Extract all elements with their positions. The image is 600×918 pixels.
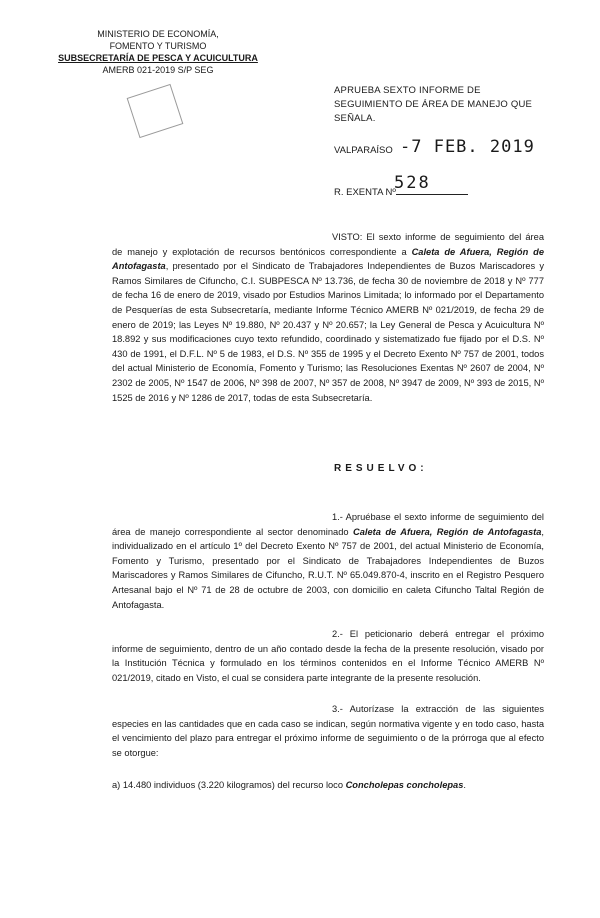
item-a-line [112,780,466,790]
place-label: VALPARAÍSO [334,145,393,156]
resolution-subject: APRUEBA SEXTO INFORME DE SEGUIMIENTO DE ÁREA DE MANEJO QUE SEÑALA. [334,85,533,124]
exenta-underline [396,194,468,195]
item-2-lead: 2.- El peticionario deberá entregar el próximo [332,629,544,639]
visto-text-1: de manejo y explotación de recursos bentónicos correspondiente a [112,246,412,257]
item-3-lead: 3.- Autorízase la extracción de las siguientes [332,704,544,714]
ministry-name-line1: MINISTERIO DE ECONOMÍA, [97,29,219,39]
item-1-lead: 1.- Apruébase el sexto informe de seguimiento [332,512,529,522]
office-stamp-icon [127,84,184,138]
visto-lead: VISTO: El sexto informe de seguimiento del área [332,232,544,242]
item-1-area: Caleta de Afuera, Región de Antofagasta [352,526,542,537]
item-2-text: informe de seguimiento, dentro de un año contado desde la fecha de la presente resolución, visado por la Institución Técnica y formulado en los términos contenidos en el Informe Técnico AMERB Nº 021/2019, citado en Visto, el cual se considera parte integrante de la presente resolución. [112,643,544,683]
item-a-species: Concholepas concholepas [345,780,464,790]
reference-code: AMERB 021-2019 S/P SEG [102,65,214,75]
visto-text-2: , presentado por el Sindicato de Trabajadores Independientes de Buzos Mariscadores y Ramos Similares de Cifuncho, C.I. SUBPESCA Nº 13.736, de fecha 30 de noviembre de 2018 y Nº 777 de fecha 16 de enero de 2019, visado por Estudios Marinos Limitada; lo informado por el Departamento de Pesquerías de esta Subsecretaría, mediante Informe Técnico AMERB Nº 021/2019, de fecha 29 de enero de 2019; las Leyes Nº 19.880, Nº 20.437 y Nº 20.657; la Ley General de Pesca y Acuicultura Nº 18.892 y sus modificaciones cuyo texto refundido, coordinado y sistematizado fue fijado por el D.S. Nº 430 de 1991, el D.F.L. Nº 5 de 1983, el D.S. Nº 355 de 1995 y el Decreto Exento Nº 757 de 2001, todos del actual Ministerio de Economía, Fomento y Turismo; las Resoluciones Exentas Nº 2607 de 2004, Nº 2302 de 2005, Nº 1547 de 2006, Nº 398 de 2007, Nº 357 de 2008, Nº 3947 de 2009, Nº 393 de 2015, Nº 1525 de 2016 y Nº 1286 de 2017, todas de esta Subsecretaría. [112,261,544,403]
item-3-text: especies en las cantidades que en cada caso se indican, según normativa vigente y en todo caso, hasta el vencimiento del plazo para entregar el próximo informe de seguimiento o de la prórroga que al efecto se otorgue: [112,718,544,758]
subsecretaria-name: SUBSECRETARÍA DE PESCA Y ACUICULTURA [58,53,258,63]
visto-paragraph [112,230,544,405]
item-1-paragraph [112,510,544,612]
resolution-date: -7 FEB. 2019 [400,137,535,157]
item-a-text: a) 14.480 individuos (3.220 kilogramos) del recurso loco [112,780,346,790]
ministry-name-line2: FOMENTO Y TURISMO [109,41,207,51]
item-3-paragraph [112,702,544,760]
item-a-end: . [463,780,466,790]
visto-area: Caleta de Afuera, Región de Antofagasta [112,246,545,272]
exenta-label-text: R. EXENTA Nº [334,187,396,198]
exenta-number: 528 [394,173,431,193]
resuelvo-heading: RESUELVO: [334,463,428,474]
ministry-header [58,28,258,76]
item-2-paragraph [112,627,544,685]
item-1-text-1: del área de manejo correspondiente al sector denominado [112,512,544,537]
item-1-text-2: , individualizado en el artículo 1º del Decreto Exento Nº 757 de 2001, del actual Ministerio de Economía, Fomento y Turismo, presentado por el Sindicato de Trabajadores Independientes de Buzos Mariscadores y Ramos Similares de Cifuncho, R.U.T. Nº 65.049.870-4, inscrito en el Registro Pesquero Artesanal bajo el Nº 71 de 28 de octubre de 2003, con domicilio en caleta Cifuncho Taltal Región de Antofagasta. [112,526,544,610]
